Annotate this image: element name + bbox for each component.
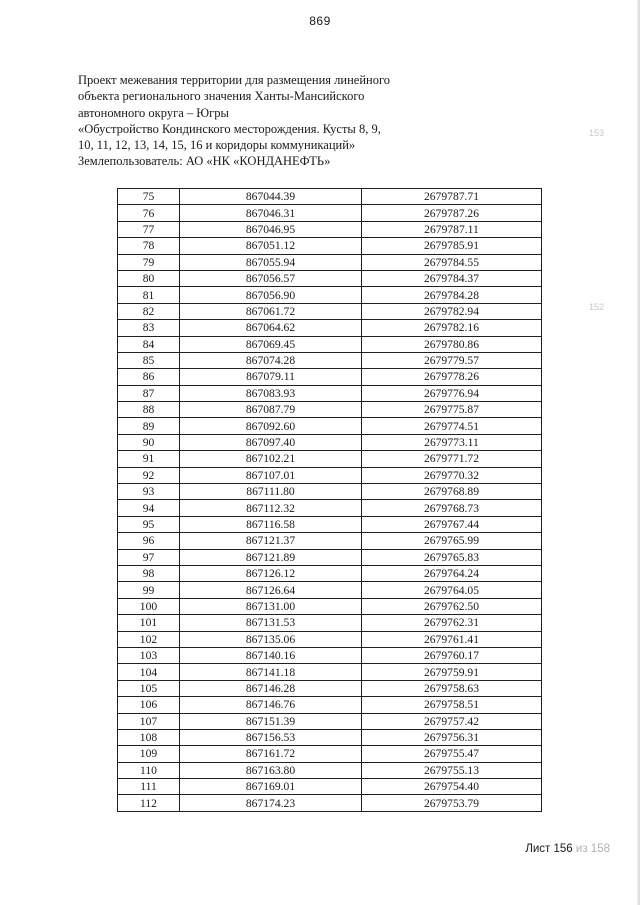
x-coordinate-cell: 867061.72 (180, 303, 362, 319)
table-row (118, 631, 542, 647)
y-coordinate-cell: 2679755.47 (362, 746, 542, 762)
point-number-cell: 105 (118, 680, 180, 696)
x-coordinate-cell: 867169.01 (180, 779, 362, 795)
y-coordinate-cell: 2679759.91 (362, 664, 542, 680)
x-coordinate-cell: 867111.80 (180, 484, 362, 500)
table-row (118, 254, 542, 270)
y-coordinate-cell: 2679780.86 (362, 336, 542, 352)
table-row (118, 549, 542, 565)
y-coordinate-cell: 2679753.79 (362, 795, 542, 811)
x-coordinate-cell: 867121.37 (180, 533, 362, 549)
table-row (118, 402, 542, 418)
point-number-cell: 78 (118, 238, 180, 254)
point-number-cell: 108 (118, 729, 180, 745)
x-coordinate-cell: 867083.93 (180, 385, 362, 401)
sheet-label: Лист 156 (525, 843, 573, 855)
x-coordinate-cell: 867102.21 (180, 451, 362, 467)
table-row (118, 287, 542, 303)
point-number-cell: 88 (118, 402, 180, 418)
x-coordinate-cell: 867156.53 (180, 729, 362, 745)
y-coordinate-cell: 2679779.57 (362, 352, 542, 368)
x-coordinate-cell: 867064.62 (180, 320, 362, 336)
x-coordinate-cell: 867051.12 (180, 238, 362, 254)
point-number-cell: 107 (118, 713, 180, 729)
table-row (118, 680, 542, 696)
x-coordinate-cell: 867055.94 (180, 254, 362, 270)
table-row (118, 762, 542, 778)
x-coordinate-cell: 867056.90 (180, 287, 362, 303)
x-coordinate-cell: 867146.76 (180, 697, 362, 713)
x-coordinate-cell: 867126.64 (180, 582, 362, 598)
y-coordinate-cell: 2679764.05 (362, 582, 542, 598)
x-coordinate-cell: 867044.39 (180, 189, 362, 205)
point-number-cell: 111 (118, 779, 180, 795)
point-number-cell: 81 (118, 287, 180, 303)
x-coordinate-cell: 867126.12 (180, 565, 362, 581)
table-row (118, 647, 542, 663)
point-number-cell: 77 (118, 221, 180, 237)
table-row (118, 533, 542, 549)
point-number-cell: 85 (118, 352, 180, 368)
point-number-cell: 101 (118, 615, 180, 631)
point-number-cell: 86 (118, 369, 180, 385)
table-row (118, 205, 542, 221)
x-coordinate-cell: 867046.95 (180, 221, 362, 237)
y-coordinate-cell: 2679787.26 (362, 205, 542, 221)
point-number-cell: 98 (118, 565, 180, 581)
table-row (118, 238, 542, 254)
x-coordinate-cell: 867056.57 (180, 270, 362, 286)
table-row (118, 598, 542, 614)
table-row (118, 615, 542, 631)
document-header (78, 72, 498, 170)
y-coordinate-cell: 2679774.51 (362, 418, 542, 434)
table-row (118, 336, 542, 352)
point-number-cell: 106 (118, 697, 180, 713)
table-row (118, 434, 542, 450)
point-number-cell: 97 (118, 549, 180, 565)
point-number-cell: 94 (118, 500, 180, 516)
x-coordinate-cell: 867116.58 (180, 516, 362, 532)
table-row (118, 451, 542, 467)
point-number-cell: 92 (118, 467, 180, 483)
margin-stamp: 153 (588, 128, 604, 138)
table-row (118, 385, 542, 401)
point-number-cell: 95 (118, 516, 180, 532)
y-coordinate-cell: 2679768.89 (362, 484, 542, 500)
coordinates-table-body (118, 189, 542, 812)
point-number-cell: 84 (118, 336, 180, 352)
table-row (118, 500, 542, 516)
y-coordinate-cell: 2679770.32 (362, 467, 542, 483)
table-row (118, 221, 542, 237)
table-row (118, 352, 542, 368)
x-coordinate-cell: 867097.40 (180, 434, 362, 450)
table-row (118, 746, 542, 762)
table-row (118, 484, 542, 500)
y-coordinate-cell: 2679782.16 (362, 320, 542, 336)
y-coordinate-cell: 2679771.72 (362, 451, 542, 467)
table-row (118, 779, 542, 795)
table-row (118, 369, 542, 385)
point-number-cell: 76 (118, 205, 180, 221)
y-coordinate-cell: 2679758.51 (362, 697, 542, 713)
table-row (118, 713, 542, 729)
y-coordinate-cell: 2679782.94 (362, 303, 542, 319)
y-coordinate-cell: 2679756.31 (362, 729, 542, 745)
y-coordinate-cell: 2679773.11 (362, 434, 542, 450)
point-number-cell: 110 (118, 762, 180, 778)
point-number-cell: 87 (118, 385, 180, 401)
x-coordinate-cell: 867079.11 (180, 369, 362, 385)
y-coordinate-cell: 2679787.71 (362, 189, 542, 205)
table-row (118, 582, 542, 598)
table-row (118, 795, 542, 811)
x-coordinate-cell: 867163.80 (180, 762, 362, 778)
y-coordinate-cell: 2679775.87 (362, 402, 542, 418)
y-coordinate-cell: 2679761.41 (362, 631, 542, 647)
y-coordinate-cell: 2679784.55 (362, 254, 542, 270)
table-row (118, 697, 542, 713)
y-coordinate-cell: 2679784.28 (362, 287, 542, 303)
y-coordinate-cell: 2679754.40 (362, 779, 542, 795)
margin-stamp: 152 (588, 302, 604, 312)
x-coordinate-cell: 867112.32 (180, 500, 362, 516)
header-line: объекта регионального значения Ханты-Мансийского (78, 89, 365, 104)
header-line: 10, 11, 12, 13, 14, 15, 16 и коридоры коммуникаций» (78, 138, 356, 153)
x-coordinate-cell: 867121.89 (180, 549, 362, 565)
table-row (118, 418, 542, 434)
y-coordinate-cell: 2679776.94 (362, 385, 542, 401)
point-number-cell: 104 (118, 664, 180, 680)
table-row (118, 467, 542, 483)
y-coordinate-cell: 2679758.63 (362, 680, 542, 696)
x-coordinate-cell: 867107.01 (180, 467, 362, 483)
x-coordinate-cell: 867141.18 (180, 664, 362, 680)
x-coordinate-cell: 867146.28 (180, 680, 362, 696)
x-coordinate-cell: 867074.28 (180, 352, 362, 368)
point-number-cell: 89 (118, 418, 180, 434)
x-coordinate-cell: 867151.39 (180, 713, 362, 729)
point-number-cell: 99 (118, 582, 180, 598)
x-coordinate-cell: 867069.45 (180, 336, 362, 352)
x-coordinate-cell: 867140.16 (180, 647, 362, 663)
table-row (118, 664, 542, 680)
x-coordinate-cell: 867131.53 (180, 615, 362, 631)
table-row (118, 516, 542, 532)
table-row (118, 189, 542, 205)
x-coordinate-cell: 867087.79 (180, 402, 362, 418)
point-number-cell: 83 (118, 320, 180, 336)
point-number-cell: 100 (118, 598, 180, 614)
y-coordinate-cell: 2679760.17 (362, 647, 542, 663)
y-coordinate-cell: 2679762.31 (362, 615, 542, 631)
y-coordinate-cell: 2679765.83 (362, 549, 542, 565)
point-number-cell: 75 (118, 189, 180, 205)
y-coordinate-cell: 2679767.44 (362, 516, 542, 532)
x-coordinate-cell: 867161.72 (180, 746, 362, 762)
table-row (118, 303, 542, 319)
x-coordinate-cell: 867092.60 (180, 418, 362, 434)
header-line: «Обустройство Кондинского месторождения. Кусты 8, 9, (78, 121, 381, 136)
x-coordinate-cell: 867046.31 (180, 205, 362, 221)
x-coordinate-cell: 867135.06 (180, 631, 362, 647)
y-coordinate-cell: 2679762.50 (362, 598, 542, 614)
y-coordinate-cell: 2679787.11 (362, 221, 542, 237)
point-number-cell: 96 (118, 533, 180, 549)
point-number-cell: 112 (118, 795, 180, 811)
y-coordinate-cell: 2679757.42 (362, 713, 542, 729)
coordinates-table (117, 188, 542, 812)
table-row (118, 270, 542, 286)
point-number-cell: 90 (118, 434, 180, 450)
y-coordinate-cell: 2679764.24 (362, 565, 542, 581)
x-coordinate-cell: 867131.00 (180, 598, 362, 614)
y-coordinate-cell: 2679765.99 (362, 533, 542, 549)
table-row (118, 729, 542, 745)
table-row (118, 320, 542, 336)
y-coordinate-cell: 2679784.37 (362, 270, 542, 286)
y-coordinate-cell: 2679755.13 (362, 762, 542, 778)
header-line: автономного округа – Югры (78, 105, 229, 120)
sheet-footer (525, 843, 610, 855)
page-number: 869 (309, 14, 331, 28)
header-line: Проект межевания территории для размещения линейного (78, 73, 391, 87)
x-coordinate-cell: 867174.23 (180, 795, 362, 811)
point-number-cell: 91 (118, 451, 180, 467)
y-coordinate-cell: 2679778.26 (362, 369, 542, 385)
header-line: Землепользователь: АО «НК «КОНДАНЕФТЬ» (78, 154, 331, 169)
point-number-cell: 80 (118, 270, 180, 286)
point-number-cell: 102 (118, 631, 180, 647)
y-coordinate-cell: 2679785.91 (362, 238, 542, 254)
point-number-cell: 109 (118, 746, 180, 762)
point-number-cell: 82 (118, 303, 180, 319)
point-number-cell: 93 (118, 484, 180, 500)
y-coordinate-cell: 2679768.73 (362, 500, 542, 516)
point-number-cell: 79 (118, 254, 180, 270)
table-row (118, 565, 542, 581)
point-number-cell: 103 (118, 647, 180, 663)
sheet-total: из 158 (575, 843, 610, 855)
